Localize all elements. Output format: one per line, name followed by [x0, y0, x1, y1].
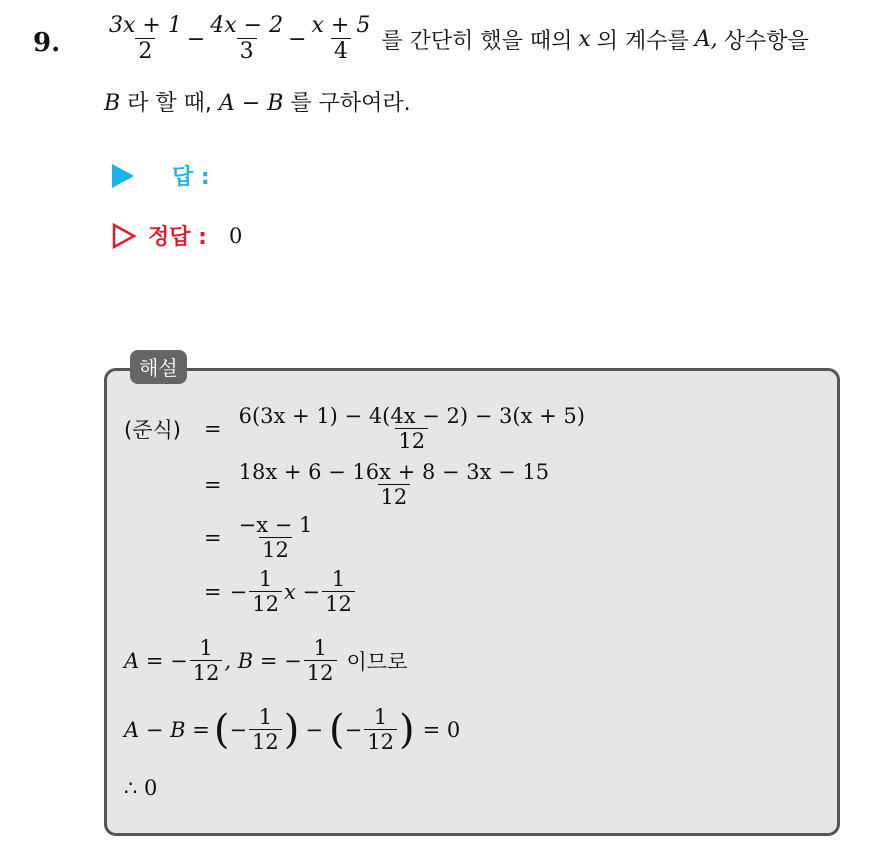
step-4-numerator-2: 1 [331, 567, 346, 591]
b-numerator: 1 [313, 636, 327, 660]
outline-triangle-icon [112, 223, 136, 249]
problem-line-1 [104, 14, 809, 64]
b-equals: , B = − [224, 649, 302, 674]
step-4-fraction-2 [322, 568, 355, 616]
equals-sign: = [204, 417, 222, 442]
step-1-numerator: 6(3x + 1) − 4(4x − 2) − 3(x + 5) [238, 404, 585, 428]
correct-answer-label: 정답 : [148, 225, 207, 250]
variable-A: A, [694, 26, 718, 52]
fraction-2 [207, 14, 286, 64]
step-1-fraction [236, 405, 588, 453]
solution-line-a-b-values [124, 637, 407, 685]
fraction-3-denominator: 4 [331, 38, 351, 64]
fraction-3 [309, 14, 374, 64]
paren-fraction-1 [249, 706, 282, 754]
paren-numerator-1: 1 [258, 705, 273, 729]
fraction-3-numerator: x + 5 [311, 13, 371, 38]
step-2-fraction [236, 461, 553, 509]
step-4-denominator-2: 12 [322, 591, 355, 616]
equals-sign: = [204, 473, 222, 498]
step-2-numerator: 18x + 6 − 16x + 8 − 3x − 15 [238, 460, 550, 484]
filled-triangle-icon [112, 164, 134, 188]
step-4-x-term: x − [283, 580, 321, 605]
fraction-2-numerator: 4x − 2 [210, 13, 284, 38]
negative-sign: − [344, 718, 363, 743]
solution-step-2 [204, 461, 554, 509]
solution-step-1 [124, 405, 590, 453]
correct-answer-value: 0 [228, 223, 243, 248]
negative-sign: − [229, 580, 248, 605]
problem-line-2 [104, 86, 411, 117]
step-4-fraction-1 [249, 568, 282, 616]
left-paren: ( [329, 707, 345, 754]
solution-step-4 [204, 568, 357, 616]
right-paren: ) [398, 707, 415, 754]
minus-sign: − [288, 26, 307, 52]
variable-x: x [578, 26, 591, 52]
minus-sign: − [305, 718, 323, 743]
equals-sign: = [204, 580, 222, 605]
solution-tag: 해설 [130, 350, 187, 384]
solution-lead: (준식) [124, 418, 181, 443]
b-fraction [304, 637, 337, 685]
therefore-line: ∴ 0 [124, 776, 158, 800]
solution-step-3 [204, 514, 317, 562]
fraction-1-denominator: 2 [135, 38, 155, 64]
problem-text: 를 간단히 했을 때의 [381, 28, 573, 54]
fraction-2-denominator: 3 [237, 38, 257, 64]
variable-B: B [104, 91, 121, 116]
paren-denominator-2: 12 [364, 729, 397, 754]
solution-line-a-minus-b [124, 706, 460, 754]
step-4-denominator: 12 [249, 591, 282, 616]
step-3-fraction [236, 514, 316, 562]
problem-text: 라 할 때, [127, 91, 212, 116]
left-paren: ( [213, 707, 230, 754]
expression-a-minus-b: A − B [218, 91, 284, 116]
problem-text: 상수항을 [723, 28, 809, 54]
a-numerator: 1 [199, 636, 213, 660]
a-fraction [190, 637, 223, 685]
problem-text: 를 구하여라. [290, 91, 411, 116]
correct-answer-row [112, 220, 242, 251]
answer-row [112, 160, 210, 191]
paren-denominator-1: 12 [249, 729, 282, 754]
paren-fraction-2 [364, 706, 397, 754]
b-denominator: 12 [304, 660, 337, 685]
step-2-denominator: 12 [378, 484, 411, 509]
step-4-numerator: 1 [258, 567, 273, 591]
step-3-numerator: −x − 1 [238, 513, 313, 537]
right-paren: ) [283, 707, 300, 754]
fraction-1-numerator: 3x + 1 [109, 13, 182, 38]
a-denominator: 12 [190, 660, 223, 685]
problem-text: 의 계수를 [596, 28, 689, 54]
paren-numerator-2: 1 [373, 705, 388, 729]
step-1-denominator: 12 [395, 428, 428, 453]
answer-label: 답 : [172, 165, 210, 190]
a-equals: A = − [124, 649, 188, 674]
step-3-denominator: 12 [259, 537, 292, 562]
therefore-text: 이므로 [346, 650, 408, 675]
negative-sign: − [229, 718, 248, 743]
minus-sign: − [186, 26, 206, 52]
fraction-1 [106, 14, 185, 64]
a-minus-b-lhs: A − B = [124, 718, 210, 743]
problem-number: 9. [33, 28, 61, 58]
equals-sign: = [204, 526, 222, 551]
result-rhs: = 0 [422, 718, 461, 743]
